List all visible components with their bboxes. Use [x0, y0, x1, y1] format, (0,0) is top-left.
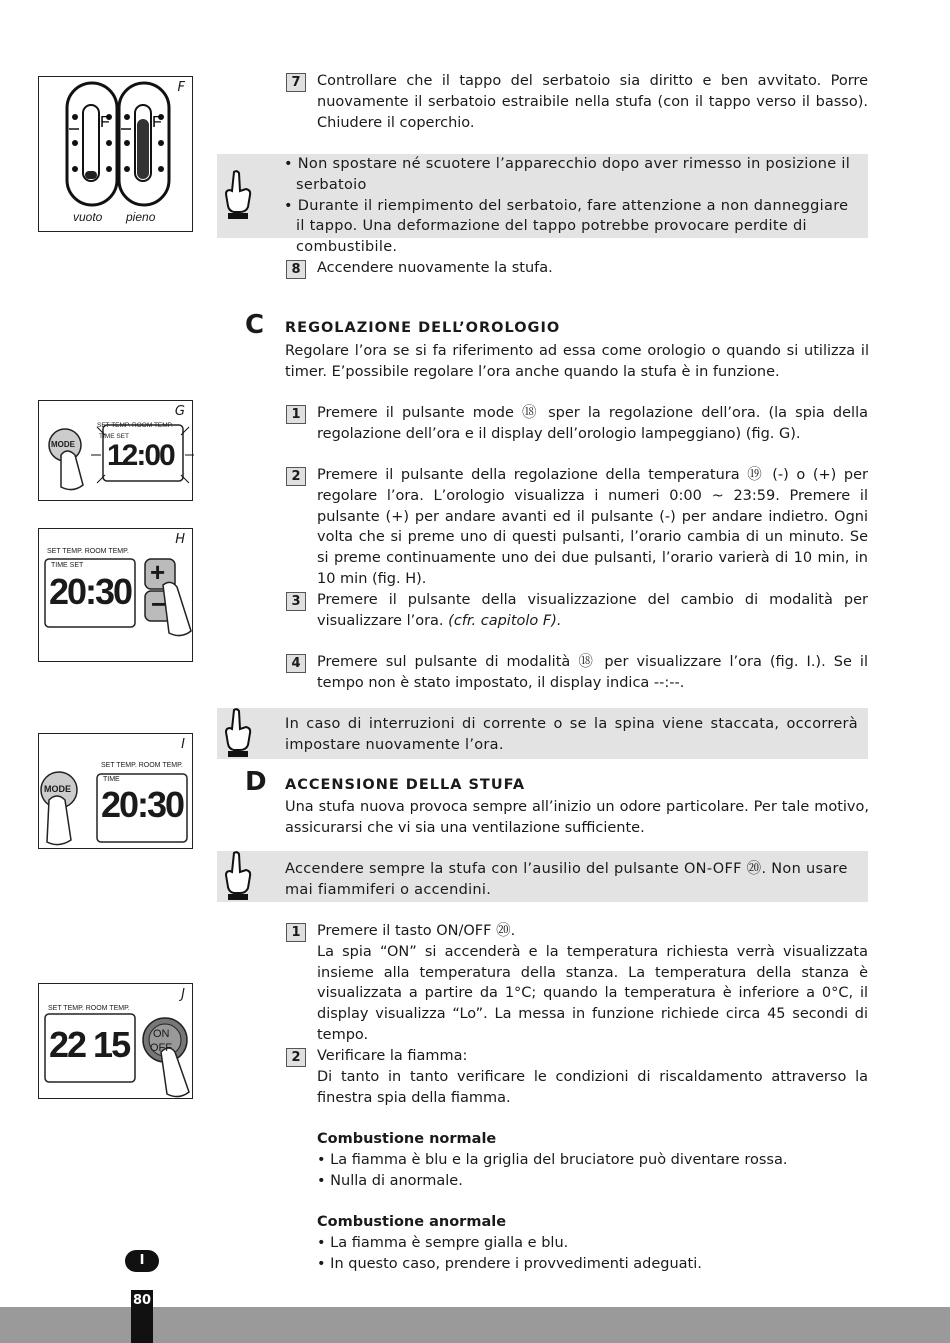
minus-button-label: −: [151, 589, 167, 619]
step-number: 3: [286, 592, 306, 611]
list-item: • In questo caso, prendere i provvedimenti adeguati.: [317, 1255, 702, 1272]
display-header: SET TEMP. ROOM TEMP.: [101, 762, 183, 769]
step-first-line: Verificare la fiamma:: [317, 1048, 468, 1064]
figure-letter: H: [175, 532, 185, 547]
step-8: [286, 258, 868, 279]
pointing-hand-icon: [223, 170, 253, 220]
chapter-reference: (cfr. capitolo F).: [448, 612, 562, 629]
display-header: SET TEMP. ROOM TEMP.: [47, 548, 129, 555]
step-number: 1: [286, 923, 306, 942]
figure-g: [38, 400, 193, 501]
step-text: Premere il pulsante della regolazione della temperatura ⑲ (-) o (+) per regolare l’ora. L’orologio visualizza i numeri 0:00 ~ 23:59. Premere il pulsante (+) per andare avanti ed il pulsante (-) per andare indietro. Ogni volta che si preme uno di questi pulsanti, l’orario cambia di un minuto. Se si preme continuamente uno dei due pulsanti, l’orario varierà di 10 min, in 10 min (fig. H).: [317, 467, 868, 587]
list-item: • La fiamma è sempre gialla e blu.: [317, 1235, 569, 1252]
clock-display: 12:00: [107, 439, 174, 472]
step-text: Premere il pulsante della visualizzazione del cambio di modalità per visualizzare l’ora.: [317, 592, 868, 629]
section-letter-d: D: [245, 767, 267, 797]
figure-letter: F: [177, 80, 185, 95]
step-number: 4: [286, 654, 306, 673]
mode-button-label: MODE: [51, 440, 75, 449]
normal-combustion-title: Combustione normale: [317, 1131, 497, 1148]
off-button-label: OFF: [150, 1042, 172, 1054]
temperature-display: 22 15: [49, 1024, 130, 1065]
step-number: 2: [286, 467, 306, 486]
section-title-d: ACCENSIONE DELLA STUFA: [285, 777, 526, 793]
warning-note: [217, 154, 868, 256]
pointing-hand-icon: [223, 851, 253, 901]
step-c3: [286, 590, 868, 632]
step-number: 2: [286, 1048, 306, 1067]
step-7: [286, 71, 868, 133]
clock-display: 20:30: [49, 571, 132, 612]
note-item: • Non spostare né scuotere l’apparecchio dopo aver rimesso in posizione il serbatoio: [284, 156, 851, 193]
mode-button-label: MODE: [44, 784, 71, 794]
display-header: SET TEMP. ROOM TEMP.: [97, 422, 173, 429]
plus-button-label: +: [150, 557, 166, 587]
figure-j: [38, 983, 193, 1099]
label-empty: vuoto: [73, 210, 103, 224]
step-d1: [286, 921, 868, 1046]
page-number: 80: [132, 1293, 152, 1308]
figure-h: [38, 528, 193, 662]
clock-display: 20:30: [101, 784, 184, 825]
step-d2: [286, 1046, 868, 1275]
label-full: pieno: [126, 210, 156, 224]
note-text: Accendere sempre la stufa con l’ausilio del pulsante ON-OFF ⑳. Non usare mai fiammiferi o accendini.: [285, 861, 848, 898]
language-badge: I: [125, 1250, 159, 1272]
step-text: Premere sul pulsante di modalità ⑱ per visualizzare l’ora (fig. I.). Se il tempo non è stato impostato, il display indica --:--.: [317, 654, 868, 691]
section-intro-c: Regolare l’ora se si fa riferimento ad essa come orologio o quando si utilizza il timer. E’possibile regolare l’ora anche quando la stufa è in funzione.: [285, 343, 869, 380]
figure-f: [38, 76, 193, 232]
display-header: SET TEMP. ROOM TEMP.: [48, 1005, 130, 1012]
warning-note: [217, 851, 868, 902]
step-text: Di tanto in tanto verificare le condizioni di riscaldamento attraverso la finestra spia della fiamma.: [317, 1068, 868, 1106]
figure-i: [38, 733, 193, 849]
step-number: 8: [286, 260, 306, 279]
list-item: • La fiamma è blu e la griglia del bruciatore può diventare rossa.: [317, 1151, 788, 1168]
figure-letter: I: [181, 737, 185, 752]
figure-letter: J: [181, 987, 185, 1002]
step-c4: [286, 652, 868, 694]
section-letter-c: C: [245, 310, 265, 340]
list-item: • Nulla di anormale.: [317, 1172, 463, 1189]
tank-gauge-illustration: [39, 77, 194, 233]
step-text: Controllare che il tappo del serbatoio sia diritto e ben avvitato. Porre nuovamente il serbatoio estraibile nella stufa (con il tappo verso il basso). Chiudere il coperchio.: [317, 73, 868, 131]
gauge-mark-f: F: [100, 114, 110, 131]
abnormal-combustion-title: Combustione anormale: [317, 1214, 507, 1231]
section-intro-d: Una stufa nuova provoca sempre all’inizio un odore particolare. Per tale motivo, assicurarsi che vi sia una ventilazione sufficiente.: [285, 799, 869, 836]
step-c1: [286, 403, 868, 445]
step-first-line: Premere il tasto ON/OFF ⑳.: [317, 923, 516, 939]
step-number: 7: [286, 73, 306, 92]
warning-note: [217, 708, 868, 759]
pointing-hand-icon: [223, 708, 253, 758]
display-subtitle: TIME SET: [51, 562, 84, 569]
section-title-c: REGOLAZIONE DELL’OROLOGIO: [285, 320, 561, 336]
figure-letter: G: [174, 404, 185, 419]
step-c2: [286, 465, 868, 590]
note-item: • Durante il riempimento del serbatoio, fare attenzione a non danneggiare il tappo. Una deformazione del tappo potrebbe provocare perdite di combustibile.: [284, 197, 849, 256]
note-text: In caso di interruzioni di corrente o se la spina viene staccata, occorrerà impostare nuovamente l’ora.: [285, 716, 858, 753]
step-text: La spia “ON” si accenderà e la temperatura richiesta verrà visualizzata insieme alla temperatura della stanza. La temperatura della stanza è visualizzata a partire da 1°C; quando la temperatura è inferiore a 0°C, il display visualizza “Lo”. La messa in funzione richiede circa 45 secondi di tempo.: [317, 943, 868, 1043]
display-subtitle: TIME: [103, 776, 120, 783]
on-button-label: ON: [153, 1028, 170, 1040]
display-subtitle: TIME SET: [99, 433, 129, 440]
gauge-mark-f-2: F: [152, 114, 162, 131]
step-text: Premere il pulsante mode ⑱ sper la regolazione dell’ora. (la spia della regolazione dell’ora e il display dell’orologio lampeggiano) (fig. G).: [317, 405, 868, 442]
step-number: 1: [286, 405, 306, 424]
step-text: Accendere nuovamente la stufa.: [317, 260, 553, 276]
